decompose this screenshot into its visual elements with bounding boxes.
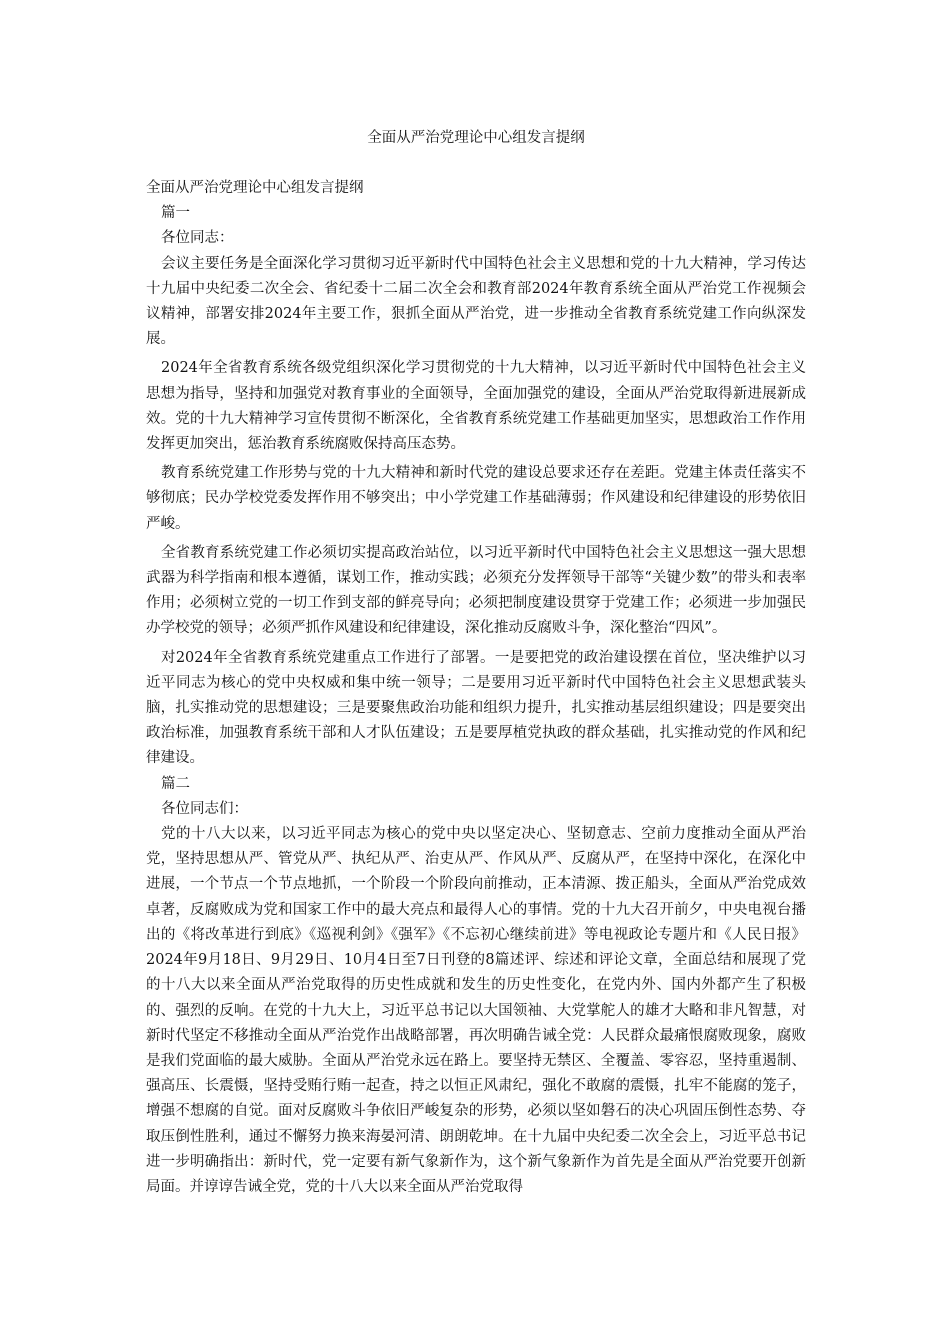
part1-paragraph-3: 教育系统党建工作形势与党的十九大精神和新时代党的建设总要求还存在差距。党建主体责任落实不够彻底；民办学校党委发挥作用不够突出；中小学党建工作基础薄弱；作风建设和纪律建设的形势依旧严峻。	[146, 465, 806, 532]
part2-paragraph-1: 党的十八大以来，以习近平同志为核心的党中央以坚定决心、坚韧意志、空前力度推动全面从严治党，坚持思想从严、管党从严、执纪从严、治吏从严、作风从严、反腐从严，在坚持中深化，在深化中进展，一个节点一个节点地抓，一个阶段一个阶段向前推动，正本清源、拨正船头，全面从严治党成效卓著，反腐败成为党和国家工作中的最大亮点和最得人心的事情。党的十九大召开前夕，中央电视台播出的《将改革进行到底》《巡视利剑》《强军》《不忘初心继续前进》等电视政论专题片和《人民日报》2024年9月18日、9月29日、10月4日至7日刊登的8篇述评、综述和评论文章，全面总结和展现了党的十八大以来全面从严治党取得的历史性成就和发生的历史性变化，在党内外、国内外都产生了积极的、强烈的反响。在党的十九大上，习近平总书记以大国领袖、大党掌舵人的雄才大略和非凡智慧，对新时代坚定不移推动全面从严治党作出战略部署，再次明确告诫全党：人民群众最痛恨腐败现象，腐败是我们党面临的最大威胁。全面从严治党永远在路上。要坚持无禁区、全覆盖、零容忍，坚持重遏制、强高压、长震慑，坚持受贿行贿一起查，持之以恒正风肃纪，强化不敢腐的震慑，扎牢不能腐的笼子，增强不想腐的自觉。面对反腐败斗争依旧严峻复杂的形势，必须以坚如磐石的决心巩固压倒性态势、夺取压倒性胜利，通过不懈努力换来海晏河清、朗朗乾坤。在十九届中央纪委二次全会上，习近平总书记进一步明确指出：新时代，党一定要有新气象新作为，这个新气象新作为首先是全面从严治党要开创新局面。并谆谆告诫全党，党的十八大以来全面从严治党取得	[146, 826, 806, 1195]
part1-paragraph-5: 对2024年全省教育系统党建重点工作进行了部署。一是要把党的政治建设摆在首位，坚决维护以习近平同志为核心的党中央权威和集中统一领导；二是要用习近平新时代中国特色社会主义思想武装头脑，扎实推动党的思想建设；三是要聚焦政治功能和组织力提升，扎实推动基层组织建设；四是要突出政治标准，加强教育系统干部和人才队伍建设；五是要厚植党执政的群众基础，扎实推动党的作风和纪律建设。	[146, 649, 806, 767]
part1-label: 篇一	[161, 205, 190, 222]
document-body	[146, 176, 806, 1200]
part1-paragraph-4: 全省教育系统党建工作必须切实提高政治站位，以习近平新时代中国特色社会主义思想这一强大思想武器为科学指南和根本遵循，谋划工作，推动实践；必须充分发挥领导干部等“关键少数”的带头和表率作用；必须树立党的一切工作到支部的鲜亮导向；必须把制度建设贯穿于党建工作；必须进一步加强民办学校党的领导；必须严抓作风建设和纪律建设，深化推动反腐败斗争，深化整治“四风”。	[146, 544, 806, 637]
part1-paragraph-2: 2024年全省教育系统各级党组织深化学习贯彻党的十九大精神，以习近平新时代中国特色社会主义思想为指导，坚持和加强党对教育事业的全面领导，全面加强党的建设，全面从严治党取得新进展新成效。党的十九大精神学习宣传贯彻不断深化，全省教育系统党建工作基础更加坚实，思想政治工作作用发挥更加突出，惩治教育系统腐败保持高压态势。	[146, 360, 806, 453]
document-title: 全面从严治党理论中心组发言提纲	[367, 130, 585, 146]
part1-salutation: 各位同志：	[161, 230, 234, 247]
document-heading: 全面从严治党理论中心组发言提纲	[146, 180, 364, 196]
part2-salutation: 各位同志们：	[161, 800, 248, 817]
part2-label: 篇二	[161, 775, 190, 792]
part1-paragraph-1: 会议主要任务是全面深化学习贯彻习近平新时代中国特色社会主义思想和党的十九大精神，学习传达十九届中央纪委二次全会、省纪委十二届二次全会和教育部2024年教育系统全面从严治党工作视频会议精神，部署安排2024年主要工作，狠抓全面从严治党，进一步推动全省教育系统党建工作向纵深发展。	[146, 255, 806, 348]
